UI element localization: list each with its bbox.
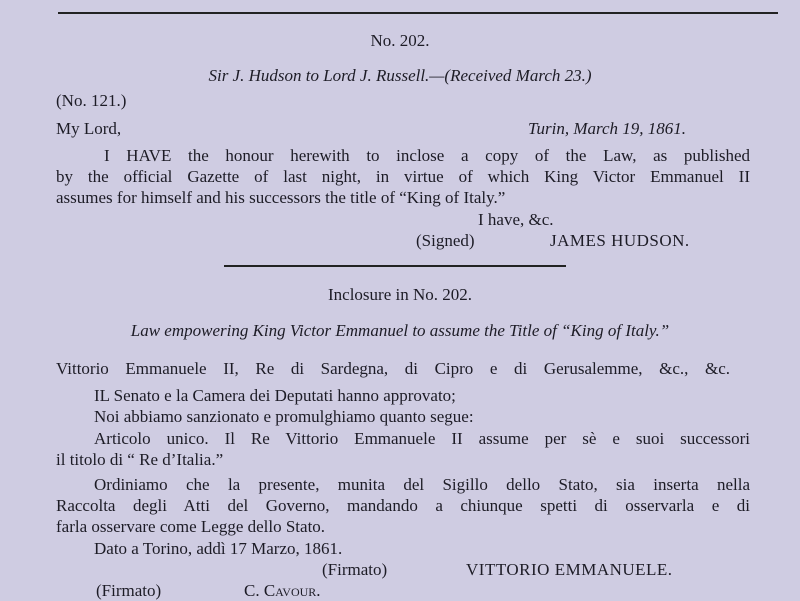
law-body-line: Dato a Torino, addì 17 Marzo, 1861. [94, 539, 343, 558]
law-body-line: il titolo di “ Re d’Italia.” [56, 450, 224, 469]
document-number: No. 202. [370, 31, 430, 50]
countersign-label: (Firmato) [96, 581, 162, 600]
salutation: My Lord, [56, 119, 122, 138]
letter-heading: Sir J. Hudson to Lord J. Russell.—(Received March 23.) [208, 66, 592, 85]
letter-body-line: by the official Gazette of last night, in virtue of which King Victor Emmanuel II [56, 167, 750, 186]
law-body-line: Articolo unico. Il Re Vittorio Emmanuele II assume per sè e suoi successori [94, 429, 750, 448]
letter-body-line: assumes for himself and his successors the title of “King of Italy.” [56, 188, 506, 207]
king-titles: Vittorio Emmanuele II, Re di Sardegna, di Cipro e di Gerusalemme, &c., &c. [56, 359, 730, 378]
king-signature: VITTORIO EMMANUELE. [466, 560, 673, 579]
section-divider [224, 265, 566, 267]
inclosure-title: Inclosure in No. 202. [327, 285, 472, 304]
law-body-line: Ordiniamo che la presente, munita del Sigillo dello Stato, sia inserta nella [94, 475, 750, 494]
king-signed-label: (Firmato) [322, 560, 388, 579]
law-body-line: Noi abbiamo sanzionato e promulghiamo quanto segue: [94, 407, 474, 426]
countersigner-name: C. Cavour. [244, 581, 321, 600]
law-body-line: IL Senato e la Camera dei Deputati hanno approvato; [94, 386, 456, 405]
law-title: Law empowering King Victor Emmanuel to assume the Title of “King of Italy.” [130, 321, 670, 340]
letter-body-line: I HAVE the honour herewith to inclose a copy of the Law, as published [104, 146, 750, 165]
top-rule [58, 12, 778, 14]
closing: I have, &c. [478, 210, 554, 229]
law-body-line: Raccolta degli Atti del Governo, mandando a chiunque spetti di osservarla e di [56, 496, 750, 515]
reference-number: (No. 121.) [56, 91, 127, 110]
signer-name: JAMES HUDSON. [550, 231, 690, 250]
law-body-line: farla osservare come Legge dello Stato. [56, 517, 326, 536]
signed-label: (Signed) [416, 231, 475, 250]
place-date: Turin, March 19, 1861. [528, 119, 687, 138]
